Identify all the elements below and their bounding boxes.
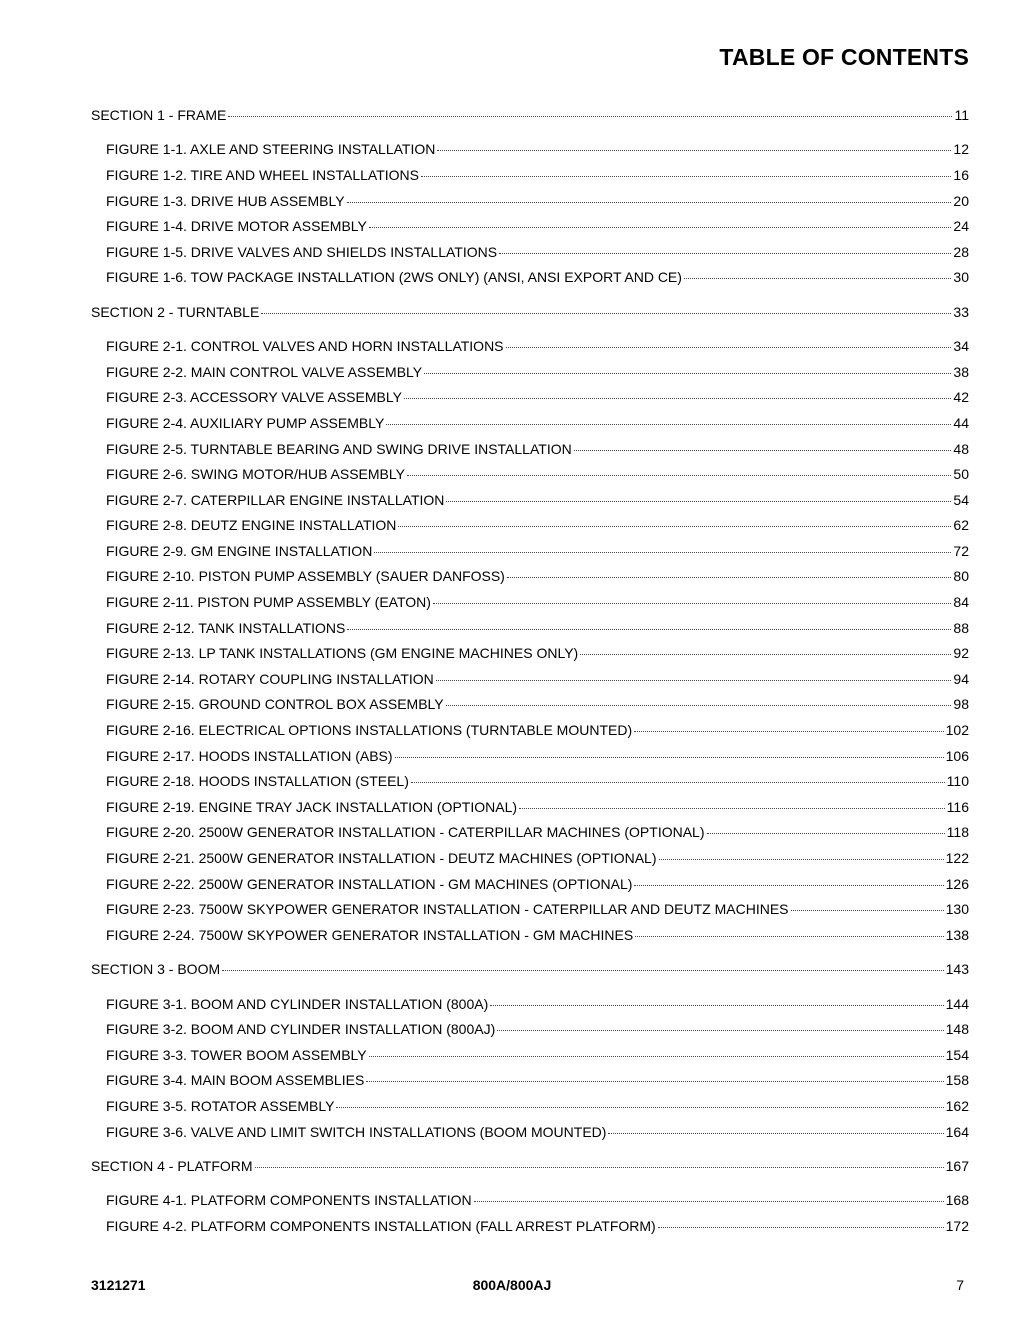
dot-leader bbox=[497, 1030, 943, 1031]
toc-entry-label: FIGURE 3-1. BOOM AND CYLINDER INSTALLATION (800A) bbox=[106, 995, 489, 1012]
toc-section-entry[interactable] bbox=[91, 1159, 969, 1185]
toc-entry-page: 92 bbox=[953, 645, 969, 662]
toc-figure-entry[interactable] bbox=[91, 518, 969, 544]
dot-leader bbox=[347, 202, 952, 203]
toc-entry-label: FIGURE 2-22. 2500W GENERATOR INSTALLATION - GM MACHINES (OPTIONAL) bbox=[106, 875, 633, 892]
toc-entry-label: FIGURE 4-1. PLATFORM COMPONENTS INSTALLATION bbox=[106, 1192, 472, 1209]
toc-entry-page: 84 bbox=[953, 594, 969, 611]
toc-entry-label: FIGURE 3-4. MAIN BOOM ASSEMBLIES bbox=[106, 1072, 365, 1089]
toc-entry-page: 24 bbox=[953, 218, 969, 235]
toc-entry-page: 168 bbox=[945, 1192, 969, 1209]
dot-leader bbox=[347, 629, 951, 630]
toc-figure-entry[interactable] bbox=[91, 595, 969, 621]
toc-entry-label: FIGURE 2-7. CATERPILLAR ENGINE INSTALLATION bbox=[106, 491, 445, 508]
toc-figure-entry[interactable] bbox=[91, 1219, 969, 1245]
dot-leader bbox=[404, 398, 951, 399]
toc-entry-page: 16 bbox=[953, 166, 969, 183]
toc-entry-page: 116 bbox=[946, 798, 969, 815]
dot-leader bbox=[421, 176, 951, 177]
dot-leader bbox=[437, 150, 951, 151]
toc-entry-label: FIGURE 1-4. DRIVE MOTOR ASSEMBLY bbox=[106, 218, 367, 235]
toc-entry-page: 48 bbox=[953, 440, 969, 457]
toc-entry-page: 164 bbox=[945, 1123, 969, 1140]
toc-entry-label: FIGURE 2-10. PISTON PUMP ASSEMBLY (SAUER DANFOSS) bbox=[106, 568, 505, 585]
toc-entry-page: 80 bbox=[953, 568, 969, 585]
table-of-contents bbox=[91, 108, 969, 1245]
toc-entry-page: 106 bbox=[945, 747, 969, 764]
toc-figure-entry[interactable] bbox=[91, 672, 969, 698]
toc-figure-entry[interactable] bbox=[91, 365, 969, 391]
toc-entry-label: FIGURE 3-5. ROTATOR ASSEMBLY bbox=[106, 1097, 335, 1114]
dot-leader bbox=[608, 1133, 943, 1134]
dot-leader bbox=[395, 757, 944, 758]
toc-figure-entry[interactable] bbox=[91, 851, 969, 877]
toc-figure-entry[interactable] bbox=[91, 749, 969, 775]
toc-entry-label: FIGURE 2-6. SWING MOTOR/HUB ASSEMBLY bbox=[106, 466, 405, 483]
document-number: 3121271 bbox=[91, 1277, 146, 1293]
toc-figure-entry[interactable] bbox=[91, 569, 969, 595]
toc-entry-page: 130 bbox=[945, 901, 969, 918]
toc-entry-page: 167 bbox=[945, 1157, 969, 1174]
dot-leader bbox=[634, 731, 944, 732]
toc-entry-page: 72 bbox=[953, 542, 969, 559]
toc-entry-label: FIGURE 2-18. HOODS INSTALLATION (STEEL) bbox=[106, 773, 409, 790]
dot-leader bbox=[446, 501, 951, 502]
toc-section-entry[interactable] bbox=[91, 962, 969, 988]
toc-entry-label: FIGURE 2-17. HOODS INSTALLATION (ABS) bbox=[106, 747, 393, 764]
toc-entry-page: 158 bbox=[945, 1072, 969, 1089]
toc-entry-page: 44 bbox=[953, 414, 969, 431]
toc-entry-label: FIGURE 2-5. TURNTABLE BEARING AND SWING DRIVE INSTALLATION bbox=[106, 440, 572, 457]
toc-entry-page: 110 bbox=[946, 773, 969, 790]
toc-entry-page: 54 bbox=[953, 491, 969, 508]
toc-entry-label: FIGURE 1-1. AXLE AND STEERING INSTALLATION bbox=[106, 141, 436, 158]
toc-figure-entry[interactable] bbox=[91, 245, 969, 271]
toc-entry-page: 98 bbox=[953, 696, 969, 713]
toc-entry-page: 126 bbox=[945, 875, 969, 892]
toc-figure-entry[interactable] bbox=[91, 467, 969, 493]
toc-entry-label: FIGURE 3-6. VALVE AND LIMIT SWITCH INSTALLATIONS (BOOM MOUNTED) bbox=[106, 1123, 607, 1140]
toc-entry-label: FIGURE 4-2. PLATFORM COMPONENTS INSTALLATION (FALL ARREST PLATFORM) bbox=[106, 1217, 656, 1234]
dot-leader bbox=[707, 833, 945, 834]
toc-entry-page: 94 bbox=[953, 670, 969, 687]
toc-figure-entry[interactable] bbox=[91, 270, 969, 296]
toc-figure-entry[interactable] bbox=[91, 493, 969, 519]
toc-entry-label: FIGURE 1-3. DRIVE HUB ASSEMBLY bbox=[106, 192, 345, 209]
toc-figure-entry[interactable] bbox=[91, 142, 969, 168]
toc-entry-page: 33 bbox=[953, 303, 969, 320]
dot-leader bbox=[386, 424, 951, 425]
toc-entry-label: FIGURE 2-15. GROUND CONTROL BOX ASSEMBLY bbox=[106, 696, 444, 713]
toc-figure-entry[interactable] bbox=[91, 442, 969, 468]
dot-leader bbox=[519, 808, 945, 809]
dot-leader bbox=[490, 1005, 943, 1006]
toc-entry-page: 11 bbox=[954, 107, 969, 123]
toc-figure-entry[interactable] bbox=[91, 219, 969, 245]
toc-entry-label: FIGURE 2-19. ENGINE TRAY JACK INSTALLATION (OPTIONAL) bbox=[106, 798, 518, 815]
dot-leader bbox=[433, 603, 951, 604]
toc-figure-entry[interactable] bbox=[91, 168, 969, 194]
dot-leader bbox=[658, 1227, 944, 1228]
toc-entry-label: FIGURE 3-3. TOWER BOOM ASSEMBLY bbox=[106, 1046, 367, 1063]
dot-leader bbox=[684, 278, 951, 279]
toc-entry-page: 143 bbox=[945, 961, 969, 978]
toc-figure-entry[interactable] bbox=[91, 928, 969, 954]
toc-entry-label: FIGURE 1-2. TIRE AND WHEEL INSTALLATIONS bbox=[106, 166, 419, 183]
toc-entry-label: FIGURE 2-20. 2500W GENERATOR INSTALLATION - CATERPILLAR MACHINES (OPTIONAL) bbox=[106, 824, 705, 841]
toc-entry-page: 28 bbox=[953, 243, 969, 260]
toc-entry-page: 154 bbox=[945, 1046, 969, 1063]
toc-figure-entry[interactable] bbox=[91, 723, 969, 749]
toc-figure-entry[interactable] bbox=[91, 1193, 969, 1219]
toc-entry-label: FIGURE 2-21. 2500W GENERATOR INSTALLATION - DEUTZ MACHINES (OPTIONAL) bbox=[106, 850, 657, 867]
toc-figure-entry[interactable] bbox=[91, 194, 969, 220]
toc-entry-label: FIGURE 2-24. 7500W SKYPOWER GENERATOR INSTALLATION - GM MACHINES bbox=[106, 926, 634, 943]
page-number: 7 bbox=[956, 1277, 964, 1293]
toc-figure-entry[interactable] bbox=[91, 416, 969, 442]
toc-entry-page: 102 bbox=[945, 722, 969, 739]
dot-leader bbox=[659, 859, 944, 860]
dot-leader bbox=[424, 373, 951, 374]
toc-entry-page: 50 bbox=[953, 466, 969, 483]
toc-entry-label: FIGURE 2-13. LP TANK INSTALLATIONS (GM ENGINE MACHINES ONLY) bbox=[106, 645, 579, 662]
dot-leader bbox=[507, 577, 952, 578]
toc-entry-label: FIGURE 1-5. DRIVE VALVES AND SHIELDS INSTALLATIONS bbox=[106, 243, 498, 260]
dot-leader bbox=[261, 313, 951, 314]
toc-entry-page: 42 bbox=[953, 389, 969, 406]
dot-leader bbox=[369, 1056, 944, 1057]
dot-leader bbox=[407, 475, 951, 476]
toc-figure-entry[interactable] bbox=[91, 1022, 969, 1048]
toc-entry-page: 38 bbox=[953, 363, 969, 380]
toc-entry-label: FIGURE 2-8. DEUTZ ENGINE INSTALLATION bbox=[106, 517, 397, 534]
toc-entry-label: SECTION 2 - TURNTABLE bbox=[91, 303, 260, 320]
toc-figure-entry[interactable] bbox=[91, 697, 969, 723]
dot-leader bbox=[411, 782, 945, 783]
toc-entry-page: 138 bbox=[945, 926, 969, 943]
toc-figure-entry[interactable] bbox=[91, 825, 969, 851]
page-footer bbox=[0, 1277, 1024, 1297]
toc-entry-label: FIGURE 3-2. BOOM AND CYLINDER INSTALLATION (800AJ) bbox=[106, 1021, 496, 1038]
dot-leader bbox=[366, 1081, 943, 1082]
dot-leader bbox=[336, 1107, 943, 1108]
model-name: 800A/800AJ bbox=[472, 1277, 552, 1293]
toc-entry-page: 34 bbox=[953, 338, 969, 355]
dot-leader bbox=[499, 253, 951, 254]
toc-entry-label: FIGURE 2-23. 7500W SKYPOWER GENERATOR INSTALLATION - CATERPILLAR AND DEUTZ MACHINES bbox=[106, 901, 789, 918]
toc-entry-page: 144 bbox=[945, 995, 969, 1012]
toc-figure-entry[interactable] bbox=[91, 646, 969, 672]
toc-entry-label: FIGURE 2-2. MAIN CONTROL VALVE ASSEMBLY bbox=[106, 363, 423, 380]
dot-leader bbox=[446, 705, 952, 706]
toc-entry-page: 172 bbox=[945, 1217, 969, 1234]
toc-figure-entry[interactable] bbox=[91, 1073, 969, 1099]
toc-figure-entry[interactable] bbox=[91, 390, 969, 416]
toc-figure-entry[interactable] bbox=[91, 339, 969, 365]
toc-entry-label: FIGURE 2-16. ELECTRICAL OPTIONS INSTALLATIONS (TURNTABLE MOUNTED) bbox=[106, 722, 633, 739]
dot-leader bbox=[369, 227, 952, 228]
dot-leader bbox=[374, 552, 951, 553]
toc-entry-page: 162 bbox=[945, 1097, 969, 1114]
page-title: TABLE OF CONTENTS bbox=[719, 44, 969, 70]
toc-section-entry[interactable] bbox=[91, 305, 969, 331]
dot-leader bbox=[634, 885, 943, 886]
toc-entry-label: FIGURE 2-4. AUXILIARY PUMP ASSEMBLY bbox=[106, 414, 385, 431]
toc-entry-page: 62 bbox=[953, 517, 969, 534]
toc-figure-entry[interactable] bbox=[91, 902, 969, 928]
toc-entry-label: FIGURE 2-11. PISTON PUMP ASSEMBLY (EATON) bbox=[106, 594, 431, 611]
toc-figure-entry[interactable] bbox=[91, 997, 969, 1023]
dot-leader bbox=[574, 450, 952, 451]
dot-leader bbox=[580, 654, 951, 655]
toc-entry-label: SECTION 1 - FRAME bbox=[91, 107, 227, 123]
toc-figure-entry[interactable] bbox=[91, 544, 969, 570]
toc-entry-label: FIGURE 2-3. ACCESSORY VALVE ASSEMBLY bbox=[106, 389, 402, 406]
toc-entry-label: SECTION 3 - BOOM bbox=[91, 961, 221, 978]
toc-entry-label: SECTION 4 - PLATFORM bbox=[91, 1157, 253, 1174]
toc-section-entry[interactable] bbox=[91, 108, 969, 134]
dot-leader bbox=[635, 936, 943, 937]
toc-entry-page: 148 bbox=[945, 1021, 969, 1038]
dot-leader bbox=[255, 1167, 944, 1168]
toc-figure-entry[interactable] bbox=[91, 621, 969, 647]
dot-leader bbox=[228, 116, 952, 117]
toc-figure-entry[interactable] bbox=[91, 774, 969, 800]
dot-leader bbox=[791, 910, 944, 911]
toc-entry-label: FIGURE 2-12. TANK INSTALLATIONS bbox=[106, 619, 346, 636]
dot-leader bbox=[222, 970, 944, 971]
toc-entry-label: FIGURE 1-6. TOW PACKAGE INSTALLATION (2WS ONLY) (ANSI, ANSI EXPORT AND CE) bbox=[106, 269, 682, 286]
toc-entry-page: 88 bbox=[953, 619, 969, 636]
toc-entry-label: FIGURE 2-9. GM ENGINE INSTALLATION bbox=[106, 542, 373, 559]
toc-entry-page: 30 bbox=[953, 269, 969, 286]
toc-entry-page: 20 bbox=[953, 192, 969, 209]
dot-leader bbox=[398, 526, 951, 527]
toc-figure-entry[interactable] bbox=[91, 800, 969, 826]
dot-leader bbox=[474, 1201, 944, 1202]
toc-figure-entry[interactable] bbox=[91, 1048, 969, 1074]
toc-entry-page: 118 bbox=[946, 824, 969, 841]
toc-figure-entry[interactable] bbox=[91, 1125, 969, 1151]
toc-entry-page: 122 bbox=[945, 850, 969, 867]
toc-entry-label: FIGURE 2-14. ROTARY COUPLING INSTALLATION bbox=[106, 670, 434, 687]
dot-leader bbox=[506, 347, 952, 348]
toc-entry-page: 12 bbox=[953, 141, 969, 158]
toc-figure-entry[interactable] bbox=[91, 877, 969, 903]
dot-leader bbox=[436, 680, 952, 681]
toc-figure-entry[interactable] bbox=[91, 1099, 969, 1125]
toc-entry-label: FIGURE 2-1. CONTROL VALVES AND HORN INSTALLATIONS bbox=[106, 338, 504, 355]
